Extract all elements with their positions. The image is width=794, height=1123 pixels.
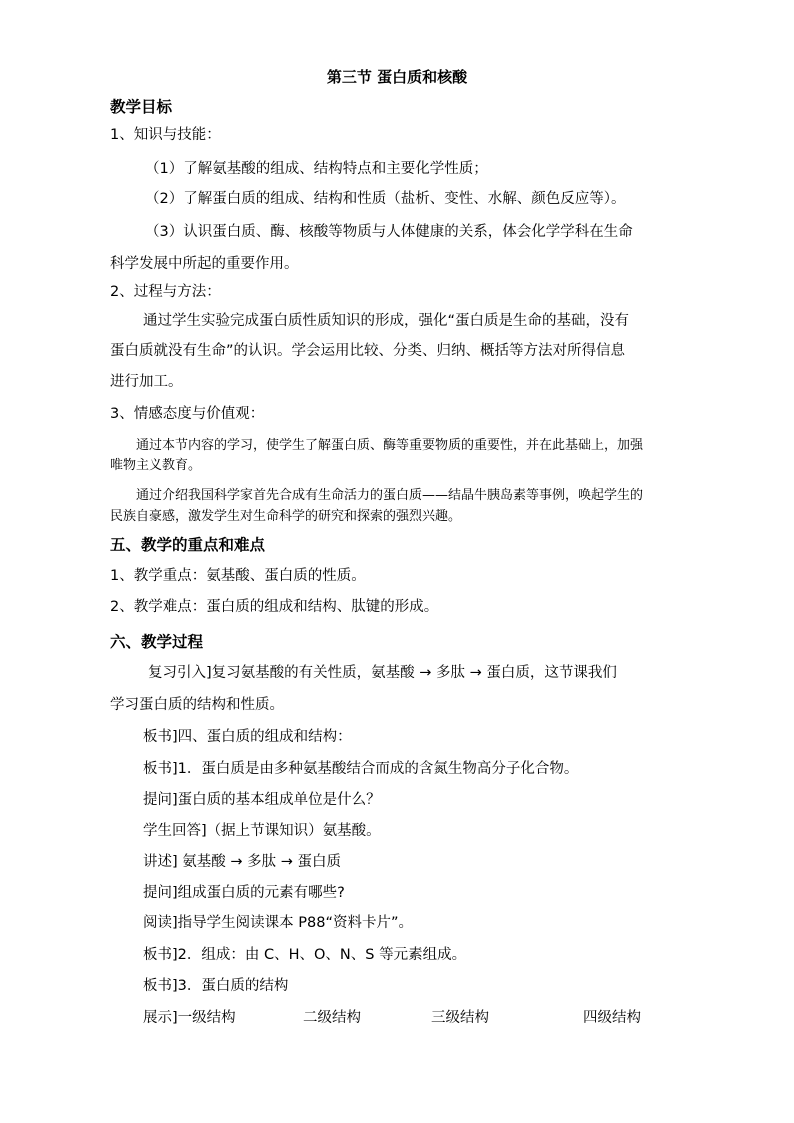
knowledge-item-1: （1）了解氨基酸的组成、结构特点和主要化学性质； xyxy=(145,161,488,177)
teaching-process-heading: 六、教学过程 xyxy=(110,633,204,651)
review-line-1: 复习引入]复习氨基酸的有关性质，氨基酸 → 多肽 → 蛋白质，这节课我们 xyxy=(148,665,617,681)
student-answer: 学生回答]（据上节课知识）氨基酸。 xyxy=(143,823,381,839)
attitude-paragraph-1-line-2: 唯物主义教育。 xyxy=(110,458,202,473)
page-title: 第三节 蛋白质和核酸 xyxy=(326,68,468,86)
knowledge-heading: 1、知识与技能： xyxy=(110,127,221,143)
attitude-paragraph-1-line-1: 通过本节内容的学习，使学生了解蛋白质、酶等重要物质的重要性，并在此基础上，加强 xyxy=(136,438,644,453)
knowledge-item-3-line-1: （3）认识蛋白质、酶、核酸等物质与人体健康的关系，体会化学学科在生命 xyxy=(145,224,633,240)
board-note-3: 板书]2．组成：由 C、H、O、N、S 等元素组成。 xyxy=(143,947,467,963)
knowledge-item-2: （2）了解蛋白质的组成、结构和性质（盐析、变性、水解、颜色反应等）。 xyxy=(145,191,626,207)
process-line-2: 蛋白质就没有生命”的认识。学会运用比较、分类、归纳、概括等方法对所得信息 xyxy=(110,343,626,359)
teaching-focus: 1、教学重点：氨基酸、蛋白质的性质。 xyxy=(110,568,366,584)
display-quaternary-structure: 四级结构 xyxy=(583,1010,641,1026)
display-tertiary-structure: 三级结构 xyxy=(431,1010,489,1026)
reading-note: 阅读]指导学生阅读课本 P88“资料卡片”。 xyxy=(143,915,413,931)
display-primary-structure: 展示]一级结构 xyxy=(143,1010,236,1026)
attitude-paragraph-2-line-1: 通过介绍我国科学家首先合成有生命活力的蛋白质——结晶牛胰岛素等事例，唤起学生的 xyxy=(136,488,644,503)
attitude-paragraph-2-line-2: 民族自豪感，激发学生对生命科学的研究和探索的强烈兴趣。 xyxy=(110,509,462,524)
goals-heading: 教学目标 xyxy=(110,98,173,116)
attitude-heading: 3、情感态度与价值观： xyxy=(110,406,265,422)
process-line-3: 进行加工。 xyxy=(110,374,183,390)
question-2: 提问]组成蛋白质的元素有哪些? xyxy=(143,885,345,901)
structure-display-row xyxy=(143,1008,641,1028)
question-1: 提问]蛋白质的基本组成单位是什么？ xyxy=(143,792,381,808)
key-points-heading: 五、教学的重点和难点 xyxy=(110,536,266,554)
lecture-note: 讲述] 氨基酸 → 多肽 → 蛋白质 xyxy=(143,854,342,870)
process-line-1: 通过学生实验完成蛋白质性质知识的形成，强化“蛋白质是生命的基础，没有 xyxy=(143,313,630,329)
process-heading: 2、过程与方法： xyxy=(110,284,221,300)
display-secondary-structure: 二级结构 xyxy=(303,1010,361,1026)
knowledge-item-3-line-2: 科学发展中所起的重要作用。 xyxy=(110,256,299,272)
review-line-2: 学习蛋白质的结构和性质。 xyxy=(110,697,284,713)
teaching-difficulty: 2、教学难点：蛋白质的组成和结构、肽键的形成。 xyxy=(110,599,439,615)
board-note-2: 板书]1．蛋白质是由多种氨基酸结合而成的含氮生物高分子化合物。 xyxy=(143,761,579,777)
board-note-4: 板书]3．蛋白质的结构 xyxy=(143,978,289,994)
board-note-1: 板书]四、蛋白质的组成和结构： xyxy=(143,729,352,745)
